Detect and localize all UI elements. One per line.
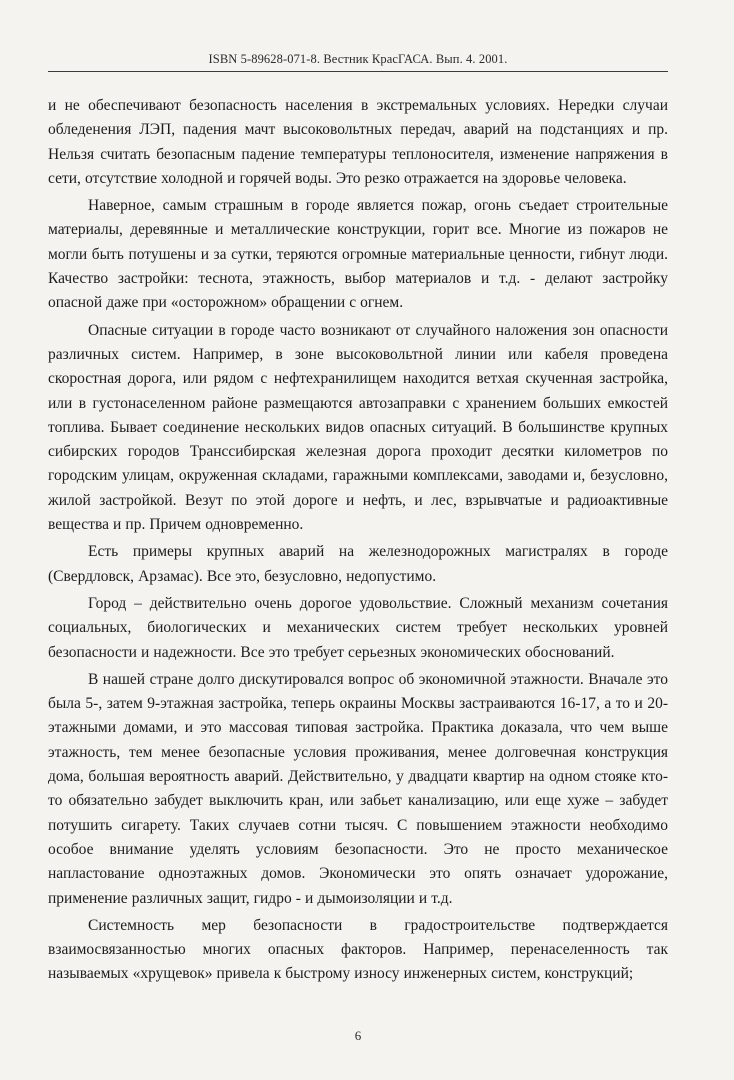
- page-number: 6: [354, 1028, 362, 1043]
- paragraph: Город – действительно очень дорогое удовольствие. Сложный механизм сочетания социальных, биологических и механических систем требует нескольких уровней безопасности и надежности. Все это требует серьезных экономических обоснований.: [48, 594, 668, 661]
- body-text: [48, 94, 668, 987]
- paragraph: и не обеспечивают безопасность населения в экстремальных условиях. Нередки случаи обледенения ЛЭП, падения мачт высоковольтных передач, аварий на подстанциях и пр. Нельзя считать безопасным падение температуры теплоносителя, изменение напряжения в сети, отсутствие холодной и горячей воды. Это резко отражается на здоровье человека.: [48, 97, 668, 187]
- paragraph: В нашей стране долго дискутировался вопрос об экономичной этажности. Вначале это была 5-, затем 9-этажная застройка, теперь окраины Москвы застраиваются 16-17, а то и 20-этажными домами, и это массовая типовая застройка. Практика доказала, что чем выше этажность, тем менее безопасные условия проживания, менее долговечная конструкция дома, большая вероятность аварий. Действительно, у двадцати квартир на одном стояке кто-то обязательно забудет выключить кран, или забьет канализацию, или еще хуже – забудет потушить сигарету. Таких случаев сотни тысяч. С повышением этажности необходимо особое внимание уделять условиям безопасности. Это не просто механическое напластование одноэтажных домов. Экономически это опять означает удорожание, применение различных защит, гидро - и дымоизоляции и т.д.: [48, 670, 668, 907]
- paragraph: Есть примеры крупных аварий на железнодорожных магистралях в городе (Свердловск, Арзамас). Все это, безусловно, недопустимо.: [48, 543, 668, 585]
- paragraph: Системность мер безопасности в градостроительстве подтверждается взаимосвязанностью многих опасных факторов. Например, перенаселенность так называемых «хрущевок» привела к быстрому износу инженерных систем, конструкций;: [48, 916, 668, 983]
- header-rule: [48, 71, 668, 72]
- paragraph: Опасные ситуации в городе часто возникают от случайного наложения зон опасности различных систем. Например, в зоне высоковольтной линии или кабеля проведена скоростная дорога, или рядом с нефтехранилищем находится ветхая скученная застройка, или в густонаселенном районе размещаются автозаправки с хранением больших емкостей топлива. Бывает соединение нескольких видов опасных ситуаций. В большинстве крупных сибирских городов Транссибирская железная дорога проходит десятки километров по городским улицам, окруженная складами, гаражными комплексами, заводами и, безусловно, жилой застройкой. Везут по этой дороге и нефть, и лес, взрывчатые и радиоактивные вещества и пр. Причем одновременно.: [48, 321, 668, 534]
- paragraph: Наверное, самым страшным в городе является пожар, огонь съедает строительные материалы, деревянные и металлические конструкции, горит все. Многие из пожаров не могли быть потушены и за сутки, теряются огромные материальные ценности, гибнут люди. Качество застройки: теснота, этажность, выбор материалов и т.д. - делают застройку опасной даже при «осторожном» обращении с огнем.: [48, 197, 668, 312]
- running-header: ISBN 5-89628-071-8. Вестник КрасГАСА. Вып. 4. 2001.: [208, 52, 508, 66]
